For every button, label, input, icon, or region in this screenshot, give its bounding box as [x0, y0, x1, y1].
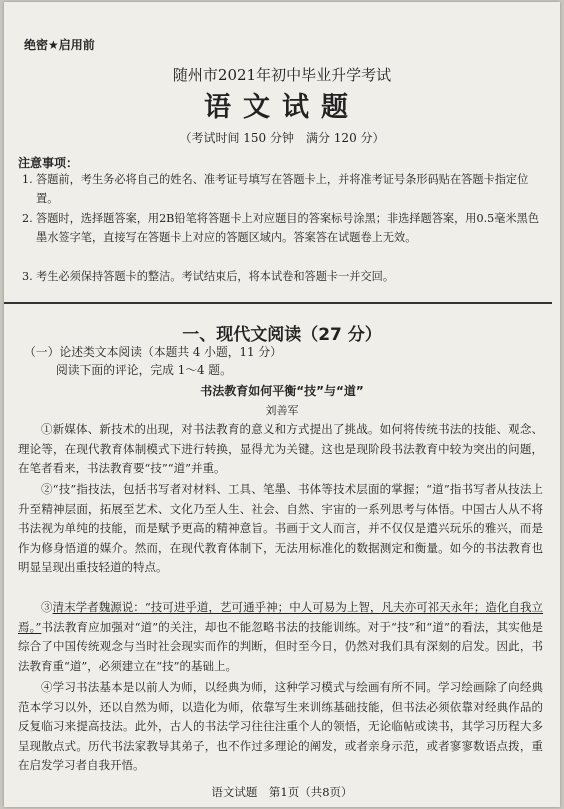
- exam-page: [4, 2, 560, 807]
- notice-item-number: 3.: [22, 270, 33, 283]
- notice-item: [22, 267, 544, 286]
- instruction-text: 阅读下面的评论，完成 1～4 题。: [56, 363, 232, 377]
- notice-item-number: 2.: [22, 212, 33, 225]
- notice-item: [22, 170, 544, 208]
- paragraph-3: [18, 598, 543, 676]
- notice-item-text: 答题前，考生务必将自己的姓名、准考证号填写在答题卡上，并将准考证号条形码贴在答题卡指定位置。: [36, 173, 529, 205]
- notice-item-number: 1.: [22, 173, 33, 186]
- article-title: 书法教育如何平衡“技”与“道”: [200, 384, 364, 398]
- notice-item-text: 考生必须保持答题卡的整洁。考试结束后，将本试卷和答题卡一并交回。: [36, 270, 395, 283]
- paragraph-3-body: 书法教育应加强对“道”的关注，却也不能忽略书法的技能训练。对于“技”和“道”的看法，其实他是综合了中国传统观念与当时社会现实而作的判断，但时至今日，仍然对我们具有深刻的启发。因此，书法教育重“道”，必须建立在“技”的基础上。: [18, 619, 543, 673]
- subsection-title: （一）论述类文本阅读（本题共 4 小题，11 分）: [24, 345, 282, 359]
- page-footer: 语文试题 第1页（共8页）: [211, 785, 353, 799]
- divider-line: [4, 302, 552, 304]
- notice-item: [22, 209, 544, 247]
- article-author: 刘善军: [265, 404, 299, 417]
- notice-heading: 注意事项：: [18, 156, 79, 170]
- secret-label: 绝密★启用前: [24, 38, 95, 52]
- main-title: 语文试题: [204, 92, 360, 123]
- section-title: 一、现代文阅读（27 分）: [182, 325, 382, 345]
- paragraph-4: ④学习书法基本是以前人为师，以经典为师，这种学习模式与绘画有所不同。学习绘画除了向经典范本学习以外，还以自然为师，以造化为师，依靠写生来训练基础技能，但书法必须依靠对经典作品的反复临习来提高技法。此外，古人的书法学习往往注重个人的领悟，无论临帖或读书，其学习历程大多呈现散点式。历代书法家教导其弟子，也不作过多理论的阐发，或者亲身示范，或者寥寥数语点拨，重在启发学习者自我开悟。: [18, 680, 543, 773]
- paragraph-3-number: ③: [41, 600, 53, 614]
- paragraph-2: ②“技”指技法，包括书写者对材料、工具、笔墨、书体等技术层面的掌握；“道”指书写者从技法上升至精神层面，拓展至艺术、文化乃至人生、社会、自然、宇宙的一系列思考与体悟。中国古人从不将书法视为单纯的技能，而是赋予更高的精神意旨。书画于文人而言，并不仅仅是遣兴玩乐的雅兴，而是作为修身悟道的媒介。然而，在现代教育体制下，无法用标准化的数据测定和衡量。如今的书法教育也明显呈现出重技轻道的特点。: [18, 482, 543, 575]
- exam-info: （考试时间 150 分钟 满分 120 分）: [179, 131, 385, 145]
- notice-item-text: 答题时，选择题答案，用2B铅笔将答题卡上对应题目的答案标号涂黑；非选择题答案，用0.5毫米黑色墨水签字笔，直接写在答题卡上对应的答题区域内。答案答在试题卷上无效。: [36, 212, 540, 244]
- underlined-quote: 清末学者魏源说：“技可进乎道，艺可通乎神；中人可易为上智，凡夫亦可祁天永年；造化自我立焉。”: [18, 600, 544, 634]
- paragraph-1: ①新媒体、新技术的出现，对书法教育的意义和方式提出了挑战。如何将传统书法的技能、观念、理论等，在现代教育体制模式下进行转换，显得尤为关键。这也是现阶段书法教育中较为突出的问题，在笔者看来，书法教育要“技”“道”并重。: [18, 422, 543, 476]
- exam-title: 随州市2021年初中毕业升学考试: [172, 66, 392, 84]
